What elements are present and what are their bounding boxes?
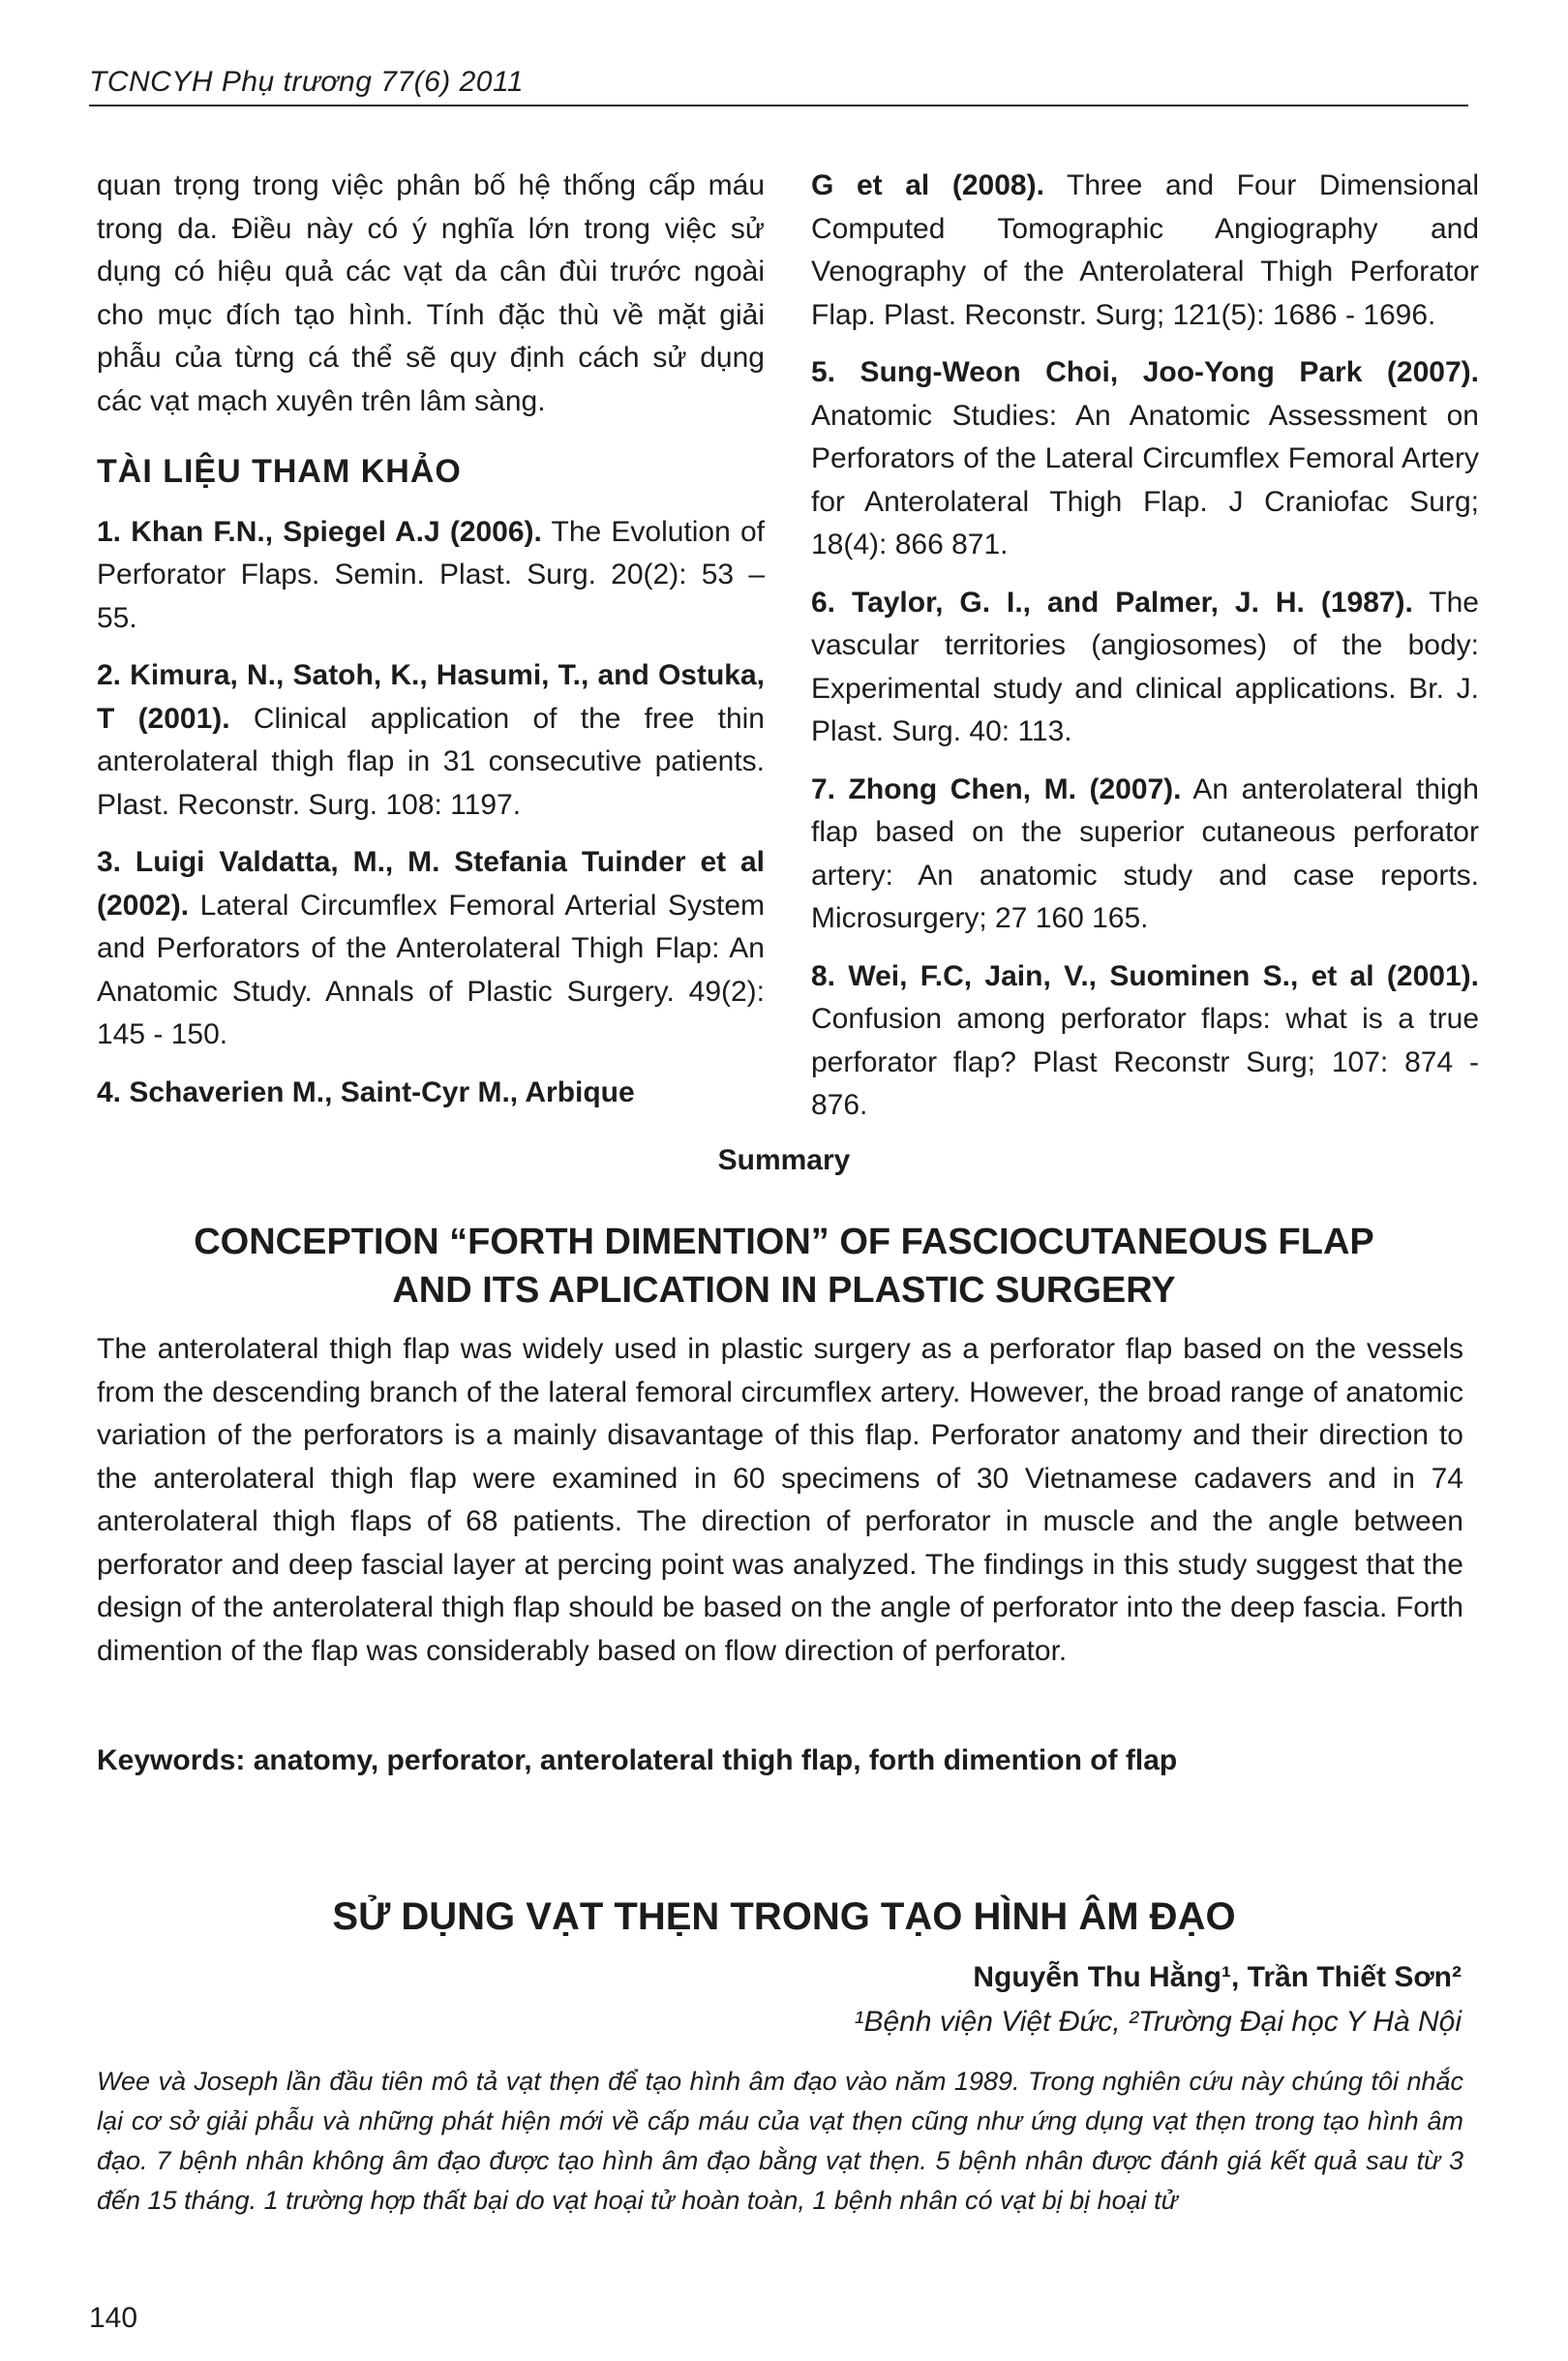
summary-body: The anterolateral thigh flap was widely used in plastic surgery as a perforator flap based on the vessels from the descending branch of the lateral femoral circumflex artery. However, the broad range of anatomic variation of the perforators is a mainly disavantage of this flap. Perforator anatomy and their direction to the anterolateral thigh flap were examined in 60 specimens of 30 Vietnamese cadavers and in 74 anterolateral thigh flaps of 68 patients. The direction of perforator in muscle and the angle between perforator and deep fascial layer at percing point was analyzed. The findings in this study suggest that the design of the anterolateral thigh flap should be based on the angle of perforator into the deep fascia. Forth dimention of the flap was considerably based on flow direction of perforator. (97, 1333, 1463, 1667)
journal-header: TCNCYH Phụ trương 77(6) 2011 (89, 66, 525, 98)
article-abstract: Wee và Joseph lần đầu tiên mô tả vạt thẹn để tạo hình âm đạo vào năm 1989. Trong nghiên cứu này chúng tôi nhắc lại cơ sở giải phẫu và những phát hiện mới về cấp máu của vạt thẹn cũng như ứng dụng vạt thẹn trong tạo hình âm đạo. 7 bệnh nhân không âm đạo được tạo hình âm đạo bằng vạt thẹn. 5 bệnh nhân được đánh giá kết quả sau từ 3 đến 15 tháng. 1 trường hợp thất bại do vạt hoại tử hoàn toàn, 1 bệnh nhân có vạt bị bị hoại tử (97, 2067, 1463, 2215)
reference-authors: 6. Taylor, G. I., and Palmer, J. H. (1987). (811, 586, 1413, 619)
reference-authors: 7. Zhong Chen, M. (2007). (811, 772, 1182, 805)
reference-text: The Evolution of Perforator Flaps. Semin. Plast. Surg. 20(2): 53 – 55. (97, 515, 765, 634)
references-title: TÀI LIỆU THAM KHẢO (97, 453, 462, 490)
right-column (811, 165, 1479, 1142)
reference-item (811, 165, 1479, 337)
reference-item (811, 769, 1479, 941)
reference-text: Three and Four Dimensional Computed Tomographic Angiography and Venography of the Anterolateral Thigh Perforator Flap. Plast. Reconstr. Surg; 121(5): 1686 - 1696. (811, 169, 1479, 331)
reference-text: An anterolateral thigh flap based on the superior cutaneous perforator artery: An anatomic study and case reports. Microsurgery; 27 160 165. (811, 772, 1479, 934)
left-column (97, 165, 765, 1129)
intro-paragraph: quan trọng trong việc phân bố hệ thống cấp máu trong da. Điều này có ý nghĩa lớn trong việc sử dụng có hiệu quả các vạt da cân đùi trước ngoài cho mục đích tạo hình. Tính đặc thù về mặt giải phẫu của từng cá thể sẽ quy định cách sử dụng các vạt mạch xuyên trên lâm sàng. (97, 169, 765, 417)
reference-text: Anatomic Studies: An Anatomic Assessment on Perforators of the Lateral Circumflex Femoral Artery for Anterolateral Thigh Flap. J Craniofac Surg; 18(4): 866 871. (811, 399, 1479, 560)
keywords: Keywords: anatomy, perforator, anterolateral thigh flap, forth dimention of flap (97, 1744, 1178, 1776)
article-title: SỬ DỤNG VẠT THẸN TRONG TẠO HÌNH ÂM ĐẠO (332, 1895, 1236, 1938)
reference-authors: 3. Luigi Valdatta, M., M. Stefania Tuinder et al (2002). (97, 846, 765, 922)
reference-item (811, 582, 1479, 754)
article-authors: Nguyễn Thu Hằng¹, Trần Thiết Sơn² (973, 1961, 1462, 1993)
reference-item (97, 841, 765, 1057)
reference-text: Lateral Circumflex Femoral Arterial System and Perforators of the Anterolateral Thigh Flap: An Anatomic Study. Annals of Plastic Surgery. 49(2): 145 - 150. (97, 889, 765, 1050)
reference-item (97, 511, 765, 641)
reference-item (811, 351, 1479, 567)
article-affiliations: ¹Bệnh viện Việt Đức, ²Trường Đại học Y Hà Nội (854, 2006, 1462, 2038)
reference-authors: 1. Khan F.N., Spiegel A.J (2006). (97, 515, 542, 548)
summary-title (97, 1218, 1471, 1315)
reference-authors: 8. Wei, F.C, Jain, V., Suominen S., et al (2001). (811, 959, 1479, 992)
reference-text: Confusion among perforator flaps: what is a true perforator flap? Plast Reconstr Surg; 107: 874 - 876. (811, 1003, 1479, 1121)
page-number: 140 (89, 2302, 138, 2334)
reference-authors: G et al (2008). (811, 169, 1044, 201)
reference-item (97, 654, 765, 827)
reference-authors: 5. Sung-Weon Choi, Joo-Yong Park (2007). (811, 356, 1479, 388)
summary-title-line: AND ITS APLICATION IN PLASTIC SURGERY (392, 1270, 1176, 1311)
reference-item (97, 1072, 765, 1115)
reference-item (811, 955, 1479, 1128)
reference-authors: 2. Kimura, N., Satoh, K., Hasumi, T., and Ostuka, T (2001). (97, 659, 765, 735)
header-rule (89, 105, 1468, 106)
summary-title-line: CONCEPTION “FORTH DIMENTION” OF FASCIOCUTANEOUS FLAP (194, 1222, 1374, 1262)
reference-authors: 4. Schaverien M., Saint-Cyr M., Arbique (97, 1075, 635, 1108)
reference-text: The vascular territories (angiosomes) of the body: Experimental study and clinical applications. Br. J. Plast. Surg. 40: 113. (811, 586, 1479, 747)
reference-text: Clinical application of the free thin anterolateral thigh flap in 31 consecutive patients. Plast. Reconstr. Surg. 108: 1197. (97, 702, 765, 821)
summary-label: Summary (717, 1144, 851, 1176)
